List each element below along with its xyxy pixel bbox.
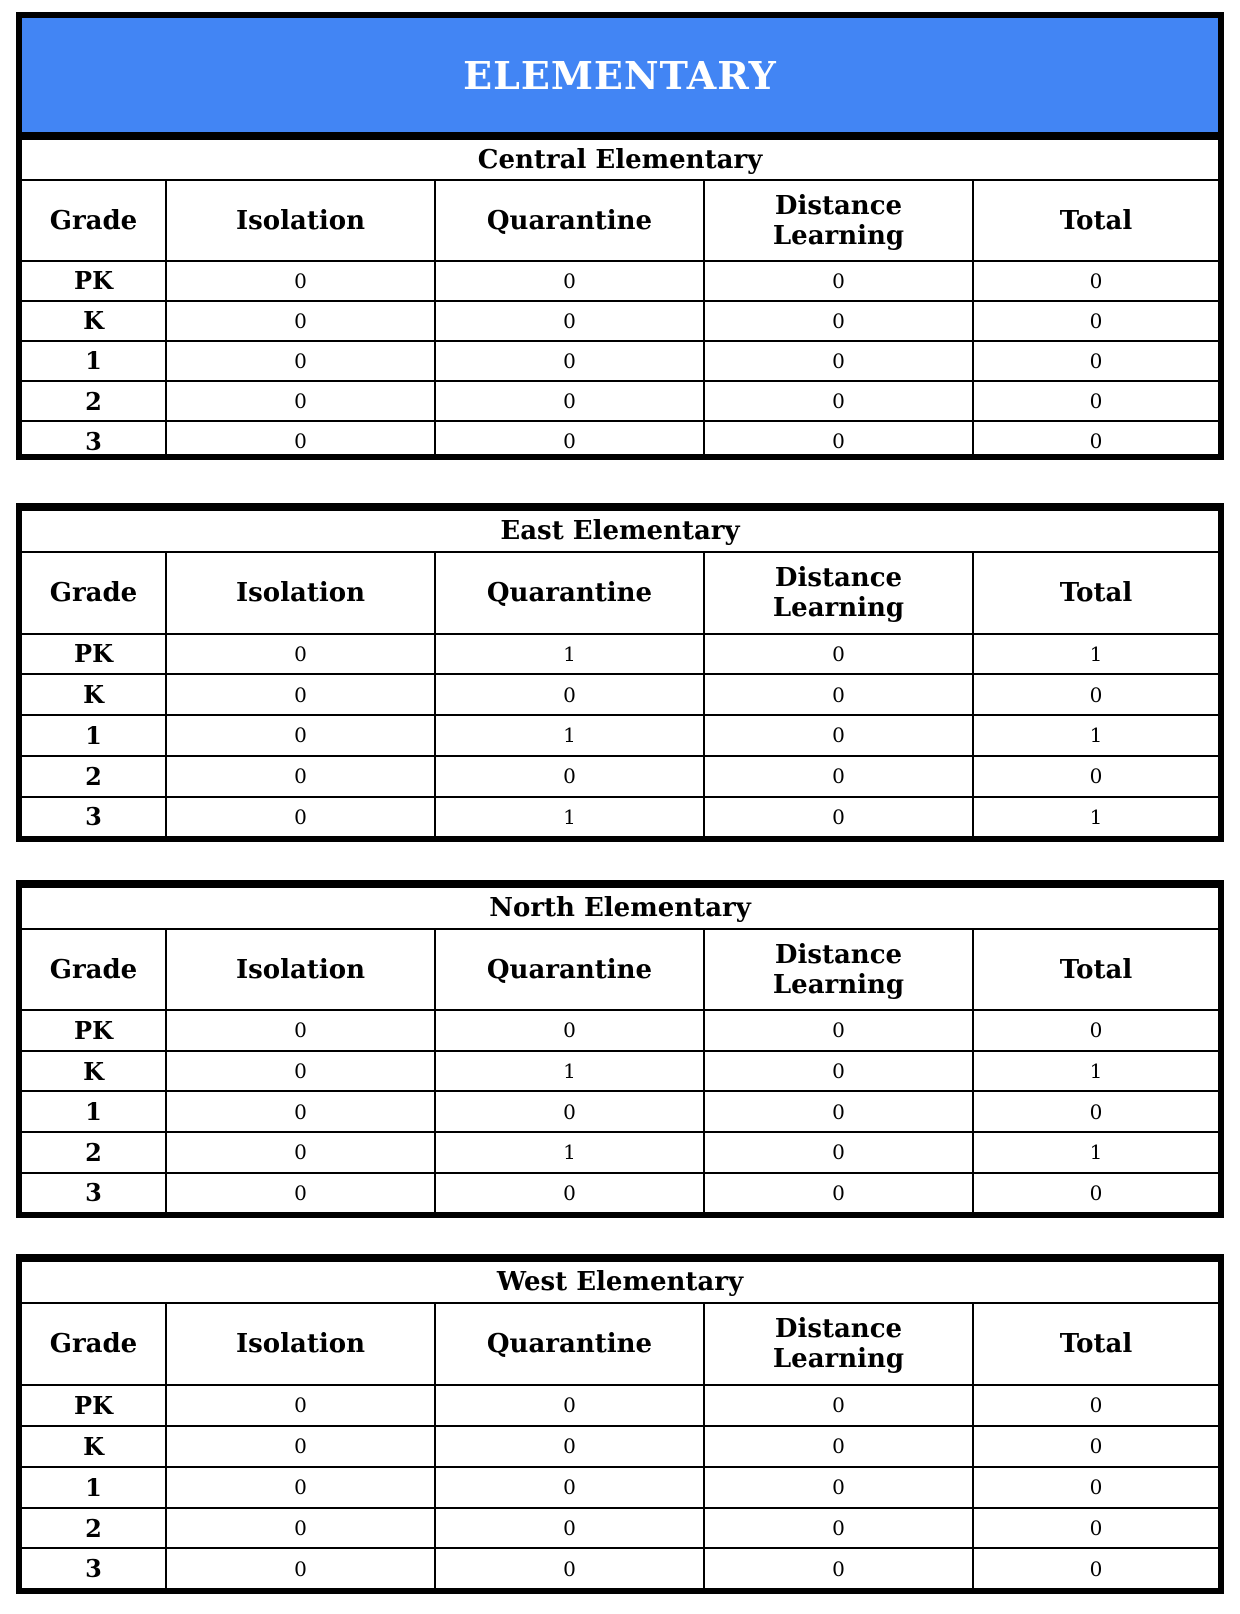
school-title-row xyxy=(22,510,1218,552)
distance-learning-cell: 0 xyxy=(704,301,973,341)
quarantine-cell: 0 xyxy=(435,1508,704,1549)
total-cell: 0 xyxy=(973,674,1218,715)
distance-learning-cell: 0 xyxy=(704,1010,973,1051)
column-header-total: Total xyxy=(973,1303,1218,1385)
isolation-cell: 0 xyxy=(166,1548,435,1588)
distance-learning-cell: 0 xyxy=(704,1467,973,1508)
quarantine-cell: 0 xyxy=(435,421,704,460)
table-row xyxy=(22,1467,1218,1508)
table-row xyxy=(22,1173,1218,1212)
isolation-cell: 0 xyxy=(166,1132,435,1173)
isolation-cell: 0 xyxy=(166,1173,435,1212)
table-row xyxy=(22,1548,1218,1588)
grade-cell: PK xyxy=(22,634,166,675)
total-cell: 0 xyxy=(973,381,1218,421)
column-header-quarantine: Quarantine xyxy=(435,552,704,634)
west-elementary-block xyxy=(16,1254,1224,1594)
table-row xyxy=(22,634,1218,675)
quarantine-cell: 0 xyxy=(435,1010,704,1051)
school-table xyxy=(22,886,1218,1212)
distance-learning-cell: 0 xyxy=(704,1051,973,1092)
distance-learning-cell: 0 xyxy=(704,1091,973,1132)
distance-learning-cell: 0 xyxy=(704,1508,973,1549)
grade-cell: 2 xyxy=(22,1508,166,1549)
table-row xyxy=(22,715,1218,756)
school-name: West Elementary xyxy=(22,1261,1218,1303)
quarantine-cell: 1 xyxy=(435,1051,704,1092)
quarantine-cell: 0 xyxy=(435,1548,704,1588)
distance-learning-cell: 0 xyxy=(704,1548,973,1588)
school-table xyxy=(22,138,1218,460)
quarantine-cell: 0 xyxy=(435,301,704,341)
grade-cell: PK xyxy=(22,1385,166,1426)
column-header-distance-learning: Distance Learning xyxy=(704,1303,973,1385)
grade-cell: 2 xyxy=(22,381,166,421)
grade-cell: K xyxy=(22,301,166,341)
total-cell: 0 xyxy=(973,1091,1218,1132)
column-header-quarantine: Quarantine xyxy=(435,180,704,260)
total-cell: 0 xyxy=(973,261,1218,301)
east-elementary-block xyxy=(16,503,1224,842)
column-header-distance-learning: Distance Learning xyxy=(704,552,973,634)
table-row xyxy=(22,261,1218,301)
column-header-total: Total xyxy=(973,180,1218,260)
table-row xyxy=(22,1091,1218,1132)
grade-cell: PK xyxy=(22,261,166,301)
isolation-cell: 0 xyxy=(166,715,435,756)
column-header-row xyxy=(22,1303,1218,1385)
total-cell: 0 xyxy=(973,1173,1218,1212)
total-cell: 1 xyxy=(973,797,1218,836)
table-row xyxy=(22,421,1218,460)
grade-cell: K xyxy=(22,1051,166,1092)
grade-cell: PK xyxy=(22,1010,166,1051)
column-header-distance-learning: Distance Learning xyxy=(704,180,973,260)
table-row xyxy=(22,1132,1218,1173)
column-header-isolation: Isolation xyxy=(166,180,435,260)
table-row xyxy=(22,1508,1218,1549)
table-row xyxy=(22,756,1218,797)
isolation-cell: 0 xyxy=(166,1508,435,1549)
column-header-quarantine: Quarantine xyxy=(435,929,704,1010)
quarantine-cell: 1 xyxy=(435,634,704,675)
column-header-distance-learning: Distance Learning xyxy=(704,929,973,1010)
quarantine-cell: 1 xyxy=(435,797,704,836)
total-cell: 1 xyxy=(973,715,1218,756)
distance-learning-cell: 0 xyxy=(704,1385,973,1426)
distance-learning-cell: 0 xyxy=(704,715,973,756)
distance-learning-cell: 0 xyxy=(704,341,973,381)
isolation-cell: 0 xyxy=(166,1426,435,1467)
school-table xyxy=(22,509,1218,836)
grade-cell: 3 xyxy=(22,1173,166,1212)
total-cell: 0 xyxy=(973,1385,1218,1426)
total-cell: 0 xyxy=(973,341,1218,381)
column-header-grade: Grade xyxy=(22,180,166,260)
quarantine-cell: 0 xyxy=(435,1467,704,1508)
quarantine-cell: 0 xyxy=(435,261,704,301)
distance-learning-cell: 0 xyxy=(704,756,973,797)
table-row xyxy=(22,1010,1218,1051)
total-cell: 1 xyxy=(973,1132,1218,1173)
column-header-isolation: Isolation xyxy=(166,1303,435,1385)
distance-learning-cell: 0 xyxy=(704,674,973,715)
school-name: Central Elementary xyxy=(22,139,1218,180)
total-cell: 0 xyxy=(973,1010,1218,1051)
quarantine-cell: 1 xyxy=(435,1132,704,1173)
central-elementary-block xyxy=(16,12,1224,460)
quarantine-cell: 0 xyxy=(435,756,704,797)
total-cell: 0 xyxy=(973,756,1218,797)
school-title-row xyxy=(22,1261,1218,1303)
isolation-cell: 0 xyxy=(166,341,435,381)
isolation-cell: 0 xyxy=(166,381,435,421)
table-row xyxy=(22,1051,1218,1092)
grade-cell: K xyxy=(22,674,166,715)
quarantine-cell: 0 xyxy=(435,1385,704,1426)
quarantine-cell: 0 xyxy=(435,674,704,715)
total-cell: 0 xyxy=(973,301,1218,341)
grade-cell: 1 xyxy=(22,1467,166,1508)
total-cell: 1 xyxy=(973,634,1218,675)
column-header-row xyxy=(22,180,1218,260)
distance-learning-cell: 0 xyxy=(704,421,973,460)
column-header-total: Total xyxy=(973,552,1218,634)
total-cell: 0 xyxy=(973,1548,1218,1588)
north-elementary-block xyxy=(16,880,1224,1218)
school-name: North Elementary xyxy=(22,887,1218,929)
column-header-isolation: Isolation xyxy=(166,552,435,634)
grade-cell: K xyxy=(22,1426,166,1467)
grade-cell: 2 xyxy=(22,756,166,797)
grade-cell: 1 xyxy=(22,715,166,756)
table-row xyxy=(22,1426,1218,1467)
total-cell: 0 xyxy=(973,1426,1218,1467)
column-header-row xyxy=(22,552,1218,634)
isolation-cell: 0 xyxy=(166,797,435,836)
isolation-cell: 0 xyxy=(166,756,435,797)
table-row xyxy=(22,341,1218,381)
column-header-row xyxy=(22,929,1218,1010)
column-header-grade: Grade xyxy=(22,552,166,634)
distance-learning-cell: 0 xyxy=(704,261,973,301)
page-title: ELEMENTARY xyxy=(22,18,1218,138)
total-cell: 0 xyxy=(973,421,1218,460)
isolation-cell: 0 xyxy=(166,1385,435,1426)
grade-cell: 3 xyxy=(22,421,166,460)
distance-learning-cell: 0 xyxy=(704,634,973,675)
column-header-isolation: Isolation xyxy=(166,929,435,1010)
grade-cell: 3 xyxy=(22,797,166,836)
table-row xyxy=(22,381,1218,421)
distance-learning-cell: 0 xyxy=(704,381,973,421)
school-name: East Elementary xyxy=(22,510,1218,552)
table-row xyxy=(22,674,1218,715)
distance-learning-cell: 0 xyxy=(704,1426,973,1467)
quarantine-cell: 0 xyxy=(435,1173,704,1212)
isolation-cell: 0 xyxy=(166,1467,435,1508)
table-row xyxy=(22,301,1218,341)
column-header-quarantine: Quarantine xyxy=(435,1303,704,1385)
isolation-cell: 0 xyxy=(166,1051,435,1092)
quarantine-cell: 0 xyxy=(435,341,704,381)
isolation-cell: 0 xyxy=(166,261,435,301)
isolation-cell: 0 xyxy=(166,301,435,341)
table-row xyxy=(22,797,1218,836)
grade-cell: 1 xyxy=(22,1091,166,1132)
distance-learning-cell: 0 xyxy=(704,1173,973,1212)
distance-learning-cell: 0 xyxy=(704,797,973,836)
column-header-grade: Grade xyxy=(22,1303,166,1385)
column-header-total: Total xyxy=(973,929,1218,1010)
school-table xyxy=(22,1260,1218,1588)
column-header-grade: Grade xyxy=(22,929,166,1010)
school-title-row xyxy=(22,139,1218,180)
distance-learning-cell: 0 xyxy=(704,1132,973,1173)
grade-cell: 2 xyxy=(22,1132,166,1173)
isolation-cell: 0 xyxy=(166,674,435,715)
quarantine-cell: 0 xyxy=(435,381,704,421)
table-row xyxy=(22,1385,1218,1426)
school-title-row xyxy=(22,887,1218,929)
quarantine-cell: 0 xyxy=(435,1091,704,1132)
total-cell: 0 xyxy=(973,1467,1218,1508)
total-cell: 1 xyxy=(973,1051,1218,1092)
isolation-cell: 0 xyxy=(166,634,435,675)
quarantine-cell: 1 xyxy=(435,715,704,756)
isolation-cell: 0 xyxy=(166,421,435,460)
total-cell: 0 xyxy=(973,1508,1218,1549)
isolation-cell: 0 xyxy=(166,1091,435,1132)
grade-cell: 3 xyxy=(22,1548,166,1588)
grade-cell: 1 xyxy=(22,341,166,381)
isolation-cell: 0 xyxy=(166,1010,435,1051)
quarantine-cell: 0 xyxy=(435,1426,704,1467)
